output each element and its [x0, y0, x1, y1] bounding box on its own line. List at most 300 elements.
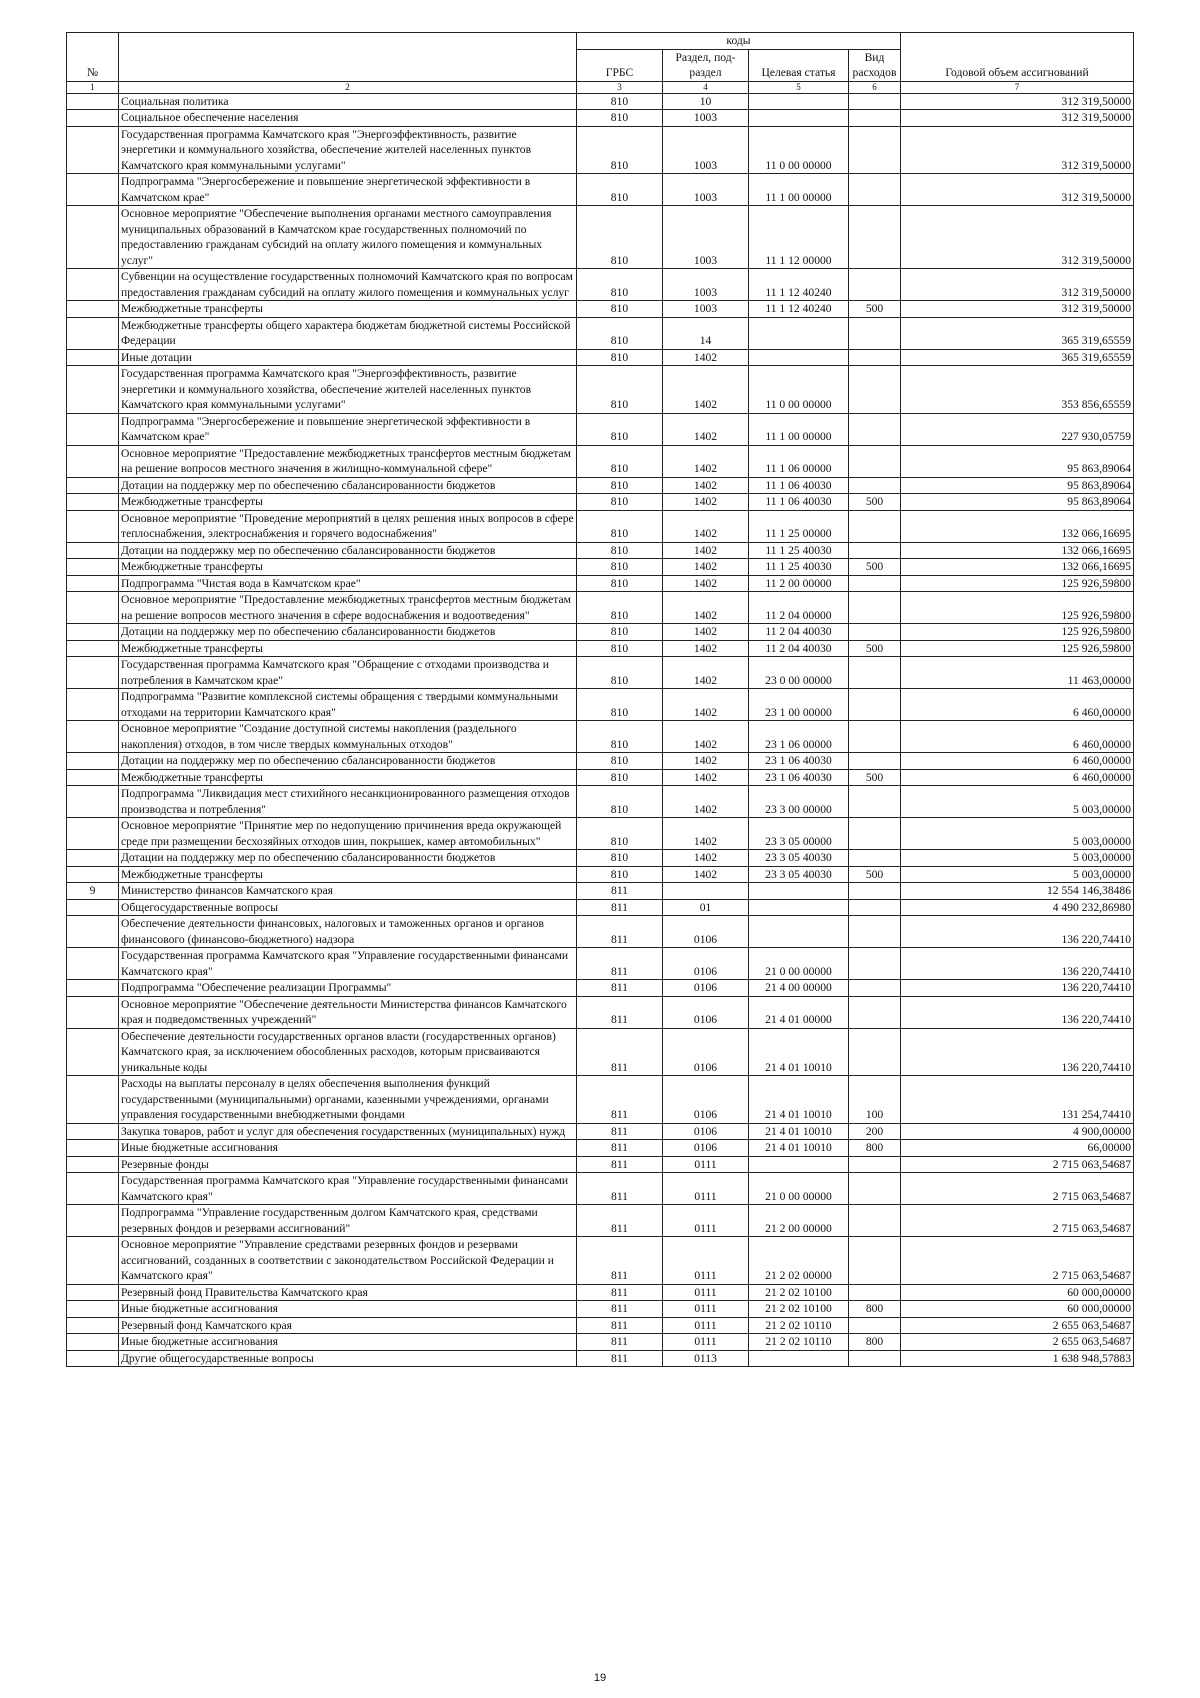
header-name: [119, 33, 577, 82]
row-expense-type: [849, 592, 901, 624]
row-target-article: 21 2 02 00000: [749, 1237, 849, 1285]
table-row: [67, 899, 1134, 916]
row-number: [67, 366, 119, 414]
row-grbs-code: 811: [577, 1156, 663, 1173]
row-number: [67, 510, 119, 542]
row-expense-type: [849, 689, 901, 721]
row-grbs-code: 810: [577, 640, 663, 657]
table-row: [67, 1205, 1134, 1237]
row-target-article: [749, 349, 849, 366]
row-number: [67, 899, 119, 916]
table-row: [67, 445, 1134, 477]
row-grbs-code: 810: [577, 110, 663, 127]
row-target-article: 11 1 25 40030: [749, 559, 849, 576]
row-section-code: 0111: [663, 1237, 749, 1285]
row-name: Основное мероприятие "Управление средствами резервных фондов и резервами ассигнований, созданных в соответствии с законодательством Российской Федерации и Камчатского края": [119, 1237, 577, 1285]
row-grbs-code: 810: [577, 445, 663, 477]
row-name: Обеспечение деятельности финансовых, налоговых и таможенных органов и органов финансового (финансово-бюджетного) надзора: [119, 916, 577, 948]
row-amount: 4 900,00000: [901, 1123, 1134, 1140]
row-target-article: 11 1 06 40030: [749, 477, 849, 494]
table-row: [67, 542, 1134, 559]
row-number: [67, 640, 119, 657]
row-section-code: 1402: [663, 494, 749, 511]
row-name: Основное мероприятие "Обеспечение выполнения органами местного самоуправления муниципальных образований в Камчатском крае государственных полномочий по предоставлению гражданам субсидий на оплату жилого помещения и коммунальных услуг": [119, 206, 577, 269]
header-no: №: [67, 33, 119, 82]
row-name: Резервный фонд Правительства Камчатского края: [119, 1284, 577, 1301]
row-amount: 60 000,00000: [901, 1284, 1134, 1301]
row-grbs-code: 811: [577, 1140, 663, 1157]
table-row: [67, 301, 1134, 318]
row-number: [67, 126, 119, 174]
row-section-code: 1402: [663, 818, 749, 850]
row-amount: 125 926,59800: [901, 575, 1134, 592]
row-name: Государственная программа Камчатского края "Управление государственными финансами Камчатского края": [119, 1173, 577, 1205]
table-row: [67, 174, 1134, 206]
row-amount: 2 715 063,54687: [901, 1237, 1134, 1285]
row-amount: 125 926,59800: [901, 592, 1134, 624]
row-grbs-code: 811: [577, 1317, 663, 1334]
row-target-article: 23 3 05 40030: [749, 866, 849, 883]
row-section-code: 1402: [663, 689, 749, 721]
row-target-article: 21 4 01 10010: [749, 1076, 849, 1124]
row-section-code: 0111: [663, 1205, 749, 1237]
row-name: Основное мероприятие "Проведение мероприятий в целях решения иных вопросов в сфере теплоснабжения, электроснабжения и горячего водоснабжения": [119, 510, 577, 542]
row-section-code: 1402: [663, 349, 749, 366]
row-section-code: 1402: [663, 850, 749, 867]
table-row: [67, 753, 1134, 770]
table-row: [67, 206, 1134, 269]
row-grbs-code: 811: [577, 996, 663, 1028]
row-amount: 132 066,16695: [901, 559, 1134, 576]
header-annual-volume: Годовой объем ассигнований: [901, 33, 1134, 82]
row-target-article: 21 2 02 10110: [749, 1317, 849, 1334]
row-grbs-code: 810: [577, 477, 663, 494]
table-body: [67, 93, 1134, 1367]
row-target-article: 21 0 00 00000: [749, 948, 849, 980]
row-number: [67, 1301, 119, 1318]
table-row: [67, 93, 1134, 110]
row-number: [67, 1284, 119, 1301]
row-section-code: 0106: [663, 1123, 749, 1140]
row-grbs-code: 810: [577, 575, 663, 592]
row-section-code: 1003: [663, 110, 749, 127]
row-expense-type: [849, 206, 901, 269]
row-section-code: 1402: [663, 624, 749, 641]
row-grbs-code: 810: [577, 542, 663, 559]
row-amount: 136 220,74410: [901, 980, 1134, 997]
row-number: [67, 445, 119, 477]
row-grbs-code: 810: [577, 349, 663, 366]
table-row: [67, 818, 1134, 850]
row-target-article: 23 1 06 40030: [749, 753, 849, 770]
row-target-article: [749, 1156, 849, 1173]
row-name: Подпрограмма "Управление государственным долгом Камчатского края, средствами резервных фондов и резервами ассигнований": [119, 1205, 577, 1237]
row-expense-type: 500: [849, 559, 901, 576]
table-row: [67, 916, 1134, 948]
header-codes: коды: [577, 33, 901, 50]
row-expense-type: [849, 575, 901, 592]
row-amount: 312 319,50000: [901, 110, 1134, 127]
table-row: [67, 1317, 1134, 1334]
row-section-code: 1003: [663, 174, 749, 206]
row-expense-type: [849, 916, 901, 948]
row-section-code: 0111: [663, 1301, 749, 1318]
row-amount: 312 319,50000: [901, 269, 1134, 301]
row-target-article: 23 1 06 00000: [749, 721, 849, 753]
row-target-article: 11 2 04 40030: [749, 640, 849, 657]
column-number: 6: [849, 81, 901, 93]
row-grbs-code: 811: [577, 1237, 663, 1285]
row-expense-type: [849, 1317, 901, 1334]
row-amount: 136 220,74410: [901, 948, 1134, 980]
row-expense-type: [849, 753, 901, 770]
table-row: [67, 1123, 1134, 1140]
row-grbs-code: 810: [577, 174, 663, 206]
row-expense-type: [849, 477, 901, 494]
table-row: [67, 510, 1134, 542]
row-target-article: [749, 93, 849, 110]
table-row: [67, 769, 1134, 786]
table-row: [67, 689, 1134, 721]
table-row: [67, 110, 1134, 127]
row-amount: 5 003,00000: [901, 786, 1134, 818]
row-name: Основное мероприятие "Предоставление межбюджетных трансфертов местным бюджетам на решение вопросов местного значения в жилищно-коммунальной сфере": [119, 445, 577, 477]
row-name: Дотации на поддержку мер по обеспечению сбалансированности бюджетов: [119, 850, 577, 867]
row-name: Иные бюджетные ассигнования: [119, 1301, 577, 1318]
row-number: [67, 1237, 119, 1285]
row-target-article: 23 3 00 00000: [749, 786, 849, 818]
row-section-code: 1003: [663, 206, 749, 269]
row-name: Министерство финансов Камчатского края: [119, 883, 577, 900]
row-name: Государственная программа Камчатского края "Энергоэффективность, развитие энергетики и коммунального хозяйства, обеспечение жителей населенных пунктов Камчатского края коммунальными услугами": [119, 126, 577, 174]
row-grbs-code: 811: [577, 916, 663, 948]
row-number: [67, 174, 119, 206]
row-grbs-code: 810: [577, 559, 663, 576]
row-amount: 6 460,00000: [901, 753, 1134, 770]
row-amount: 95 863,89064: [901, 494, 1134, 511]
table-row: [67, 786, 1134, 818]
row-number: [67, 269, 119, 301]
row-amount: 66,00000: [901, 1140, 1134, 1157]
row-name: Подпрограмма "Энергосбережение и повышение энергетической эффективности в Камчатском крае": [119, 174, 577, 206]
row-name: Основное мероприятие "Обеспечение деятельности Министерства финансов Камчатского края и подведомственных учреждений": [119, 996, 577, 1028]
column-number: 7: [901, 81, 1134, 93]
row-expense-type: [849, 1205, 901, 1237]
row-name: Межбюджетные трансферты: [119, 494, 577, 511]
row-target-article: 21 2 02 10100: [749, 1301, 849, 1318]
row-expense-type: [849, 93, 901, 110]
row-section-code: [663, 883, 749, 900]
table-row: [67, 850, 1134, 867]
row-target-article: 21 0 00 00000: [749, 1173, 849, 1205]
row-name: Основное мероприятие "Предоставление межбюджетных трансфертов местным бюджетам на решение вопросов местного значения в сфере водоснабжения и водоотведения": [119, 592, 577, 624]
row-name: Межбюджетные трансферты: [119, 301, 577, 318]
budget-table-container: [66, 32, 1133, 1367]
table-row: [67, 1301, 1134, 1318]
table-row: [67, 866, 1134, 883]
row-number: [67, 542, 119, 559]
row-section-code: 1402: [663, 559, 749, 576]
row-target-article: 23 3 05 00000: [749, 818, 849, 850]
row-expense-type: 800: [849, 1301, 901, 1318]
row-name: Социальная политика: [119, 93, 577, 110]
row-target-article: 11 1 12 40240: [749, 269, 849, 301]
row-amount: 312 319,50000: [901, 301, 1134, 318]
row-amount: 5 003,00000: [901, 850, 1134, 867]
row-expense-type: 500: [849, 866, 901, 883]
table-row: [67, 126, 1134, 174]
table-row: [67, 1156, 1134, 1173]
row-name: Основное мероприятие "Создание доступной системы накопления (раздельного накопления) отходов, в том числе твердых коммунальных отходов": [119, 721, 577, 753]
row-expense-type: 500: [849, 494, 901, 511]
row-target-article: 11 1 00 00000: [749, 413, 849, 445]
row-number: [67, 980, 119, 997]
row-target-article: 11 2 00 00000: [749, 575, 849, 592]
table-row: [67, 996, 1134, 1028]
row-name: Государственная программа Камчатского края "Обращение с отходами производства и потребления в Камчатском крае": [119, 657, 577, 689]
row-target-article: [749, 110, 849, 127]
row-section-code: 0113: [663, 1350, 749, 1367]
column-number: 1: [67, 81, 119, 93]
row-grbs-code: 810: [577, 721, 663, 753]
row-expense-type: [849, 349, 901, 366]
row-grbs-code: 811: [577, 883, 663, 900]
row-grbs-code: 810: [577, 93, 663, 110]
row-grbs-code: 810: [577, 769, 663, 786]
row-amount: 2 715 063,54687: [901, 1156, 1134, 1173]
row-grbs-code: 810: [577, 413, 663, 445]
row-target-article: 11 1 25 40030: [749, 542, 849, 559]
row-section-code: 1402: [663, 769, 749, 786]
row-name: Подпрограмма "Обеспечение реализации Программы": [119, 980, 577, 997]
row-expense-type: [849, 317, 901, 349]
row-grbs-code: 811: [577, 1028, 663, 1076]
row-target-article: 21 4 00 00000: [749, 980, 849, 997]
row-grbs-code: 810: [577, 317, 663, 349]
row-name: Подпрограмма "Ликвидация мест стихийного несанкционированного размещения отходов производства и потребления": [119, 786, 577, 818]
table-row: [67, 980, 1134, 997]
row-target-article: 11 1 00 00000: [749, 174, 849, 206]
row-target-article: 11 1 06 40030: [749, 494, 849, 511]
row-expense-type: [849, 413, 901, 445]
row-grbs-code: 811: [577, 1205, 663, 1237]
row-expense-type: [849, 174, 901, 206]
row-section-code: 0106: [663, 980, 749, 997]
row-number: [67, 494, 119, 511]
row-amount: 12 554 146,38486: [901, 883, 1134, 900]
row-amount: 136 220,74410: [901, 916, 1134, 948]
row-section-code: 1402: [663, 786, 749, 818]
row-expense-type: [849, 883, 901, 900]
row-expense-type: [849, 996, 901, 1028]
row-grbs-code: 811: [577, 980, 663, 997]
row-amount: 365 319,65559: [901, 349, 1134, 366]
row-number: [67, 753, 119, 770]
row-grbs-code: 810: [577, 494, 663, 511]
row-section-code: 0106: [663, 1076, 749, 1124]
row-amount: 95 863,89064: [901, 477, 1134, 494]
row-target-article: 11 0 00 00000: [749, 126, 849, 174]
row-amount: 132 066,16695: [901, 510, 1134, 542]
row-expense-type: 200: [849, 1123, 901, 1140]
row-number: [67, 317, 119, 349]
row-section-code: 14: [663, 317, 749, 349]
row-amount: 353 856,65559: [901, 366, 1134, 414]
row-amount: 136 220,74410: [901, 996, 1134, 1028]
budget-allocation-table: [66, 32, 1134, 1367]
table-row: [67, 559, 1134, 576]
row-amount: 312 319,50000: [901, 206, 1134, 269]
header-grbs: ГРБС: [577, 49, 663, 81]
row-name: Подпрограмма "Развитие комплексной системы обращения с твердыми коммунальными отходами на территории Камчатского края": [119, 689, 577, 721]
row-section-code: 1402: [663, 753, 749, 770]
row-number: [67, 1076, 119, 1124]
row-expense-type: [849, 657, 901, 689]
row-section-code: 1402: [663, 640, 749, 657]
table-row: [67, 494, 1134, 511]
row-amount: 2 655 063,54687: [901, 1334, 1134, 1351]
row-grbs-code: 810: [577, 786, 663, 818]
row-expense-type: [849, 445, 901, 477]
row-number: [67, 477, 119, 494]
row-section-code: 0106: [663, 1140, 749, 1157]
row-section-code: 1402: [663, 510, 749, 542]
row-section-code: 0106: [663, 996, 749, 1028]
row-number: [67, 575, 119, 592]
row-section-code: 1402: [663, 866, 749, 883]
row-amount: 60 000,00000: [901, 1301, 1134, 1318]
row-section-code: 01: [663, 899, 749, 916]
row-name: Резервный фонд Камчатского края: [119, 1317, 577, 1334]
row-expense-type: [849, 269, 901, 301]
row-expense-type: [849, 366, 901, 414]
row-name: Иные бюджетные ассигнования: [119, 1140, 577, 1157]
table-row: [67, 317, 1134, 349]
row-target-article: 11 2 04 40030: [749, 624, 849, 641]
row-amount: 6 460,00000: [901, 689, 1134, 721]
row-section-code: 1402: [663, 721, 749, 753]
row-expense-type: [849, 721, 901, 753]
row-amount: 11 463,00000: [901, 657, 1134, 689]
row-section-code: 1402: [663, 413, 749, 445]
row-number: [67, 1350, 119, 1367]
row-name: Подпрограмма "Чистая вода в Камчатском крае": [119, 575, 577, 592]
row-section-code: 0111: [663, 1173, 749, 1205]
row-section-code: 1402: [663, 575, 749, 592]
row-amount: 227 930,05759: [901, 413, 1134, 445]
row-section-code: 1402: [663, 592, 749, 624]
row-expense-type: [849, 1237, 901, 1285]
row-name: Обеспечение деятельности государственных органов власти (государственных органов) Камчатского края, за исключением обособленных расходов, которым присваиваются уникальные коды: [119, 1028, 577, 1076]
row-name: Социальное обеспечение населения: [119, 110, 577, 127]
table-row: [67, 948, 1134, 980]
row-expense-type: [849, 948, 901, 980]
table-row: [67, 413, 1134, 445]
row-section-code: 0106: [663, 948, 749, 980]
row-section-code: 0111: [663, 1334, 749, 1351]
row-name: Государственная программа Камчатского края "Энергоэффективность, развитие энергетики и коммунального хозяйства, обеспечение жителей населенных пунктов Камчатского края коммунальными услугами": [119, 366, 577, 414]
table-row: [67, 1350, 1134, 1367]
row-target-article: 21 4 01 10010: [749, 1028, 849, 1076]
row-target-article: 11 1 06 00000: [749, 445, 849, 477]
row-target-article: 21 4 01 00000: [749, 996, 849, 1028]
table-row: [67, 269, 1134, 301]
row-number: [67, 786, 119, 818]
row-target-article: 23 3 05 40030: [749, 850, 849, 867]
row-name: Резервные фонды: [119, 1156, 577, 1173]
row-target-article: 23 1 00 00000: [749, 689, 849, 721]
row-amount: 312 319,50000: [901, 174, 1134, 206]
row-name: Межбюджетные трансферты: [119, 640, 577, 657]
row-number: [67, 349, 119, 366]
row-grbs-code: 810: [577, 126, 663, 174]
row-target-article: 21 4 01 10010: [749, 1123, 849, 1140]
row-grbs-code: 810: [577, 818, 663, 850]
row-target-article: 11 0 00 00000: [749, 366, 849, 414]
row-amount: 136 220,74410: [901, 1028, 1134, 1076]
row-name: Расходы на выплаты персоналу в целях обеспечения выполнения функций государственными (муниципальными) органами, казенными учреждениями, органами управления государственными внебюджетными фондами: [119, 1076, 577, 1124]
column-number: 3: [577, 81, 663, 93]
row-expense-type: 500: [849, 640, 901, 657]
row-name: Закупка товаров, работ и услуг для обеспечения государственных (муниципальных) нужд: [119, 1123, 577, 1140]
row-number: [67, 1028, 119, 1076]
row-amount: 5 003,00000: [901, 818, 1134, 850]
row-amount: 1 638 948,57883: [901, 1350, 1134, 1367]
row-section-code: 0111: [663, 1156, 749, 1173]
row-expense-type: [849, 818, 901, 850]
row-section-code: 0106: [663, 1028, 749, 1076]
row-number: [67, 1334, 119, 1351]
table-row: [67, 349, 1134, 366]
table-row: [67, 1334, 1134, 1351]
table-row: [67, 366, 1134, 414]
row-number: [67, 1317, 119, 1334]
page-number: 19: [593, 1672, 607, 1684]
row-expense-type: [849, 1156, 901, 1173]
row-expense-type: [849, 850, 901, 867]
row-number: [67, 206, 119, 269]
row-target-article: [749, 916, 849, 948]
row-name: Дотации на поддержку мер по обеспечению сбалансированности бюджетов: [119, 477, 577, 494]
row-grbs-code: 810: [577, 657, 663, 689]
row-name: Межбюджетные трансферты: [119, 769, 577, 786]
row-expense-type: [849, 126, 901, 174]
row-amount: 125 926,59800: [901, 640, 1134, 657]
row-amount: 312 319,50000: [901, 93, 1134, 110]
column-number-row: [67, 81, 1134, 93]
row-amount: 4 490 232,86980: [901, 899, 1134, 916]
row-expense-type: 500: [849, 301, 901, 318]
row-target-article: 21 4 01 10010: [749, 1140, 849, 1157]
row-target-article: 21 2 00 00000: [749, 1205, 849, 1237]
header-expense-type: Вид расходов: [849, 49, 901, 81]
row-target-article: 11 1 12 40240: [749, 301, 849, 318]
row-name: Иные дотации: [119, 349, 577, 366]
row-section-code: 1402: [663, 477, 749, 494]
row-section-code: 1402: [663, 445, 749, 477]
row-target-article: 23 1 06 40030: [749, 769, 849, 786]
row-grbs-code: 810: [577, 301, 663, 318]
row-target-article: [749, 899, 849, 916]
table-row: [67, 1076, 1134, 1124]
row-name: Межбюджетные трансферты: [119, 559, 577, 576]
row-number: [67, 93, 119, 110]
row-number: 9: [67, 883, 119, 900]
row-section-code: 1402: [663, 542, 749, 559]
row-section-code: 0106: [663, 916, 749, 948]
row-expense-type: [849, 510, 901, 542]
row-amount: 6 460,00000: [901, 721, 1134, 753]
